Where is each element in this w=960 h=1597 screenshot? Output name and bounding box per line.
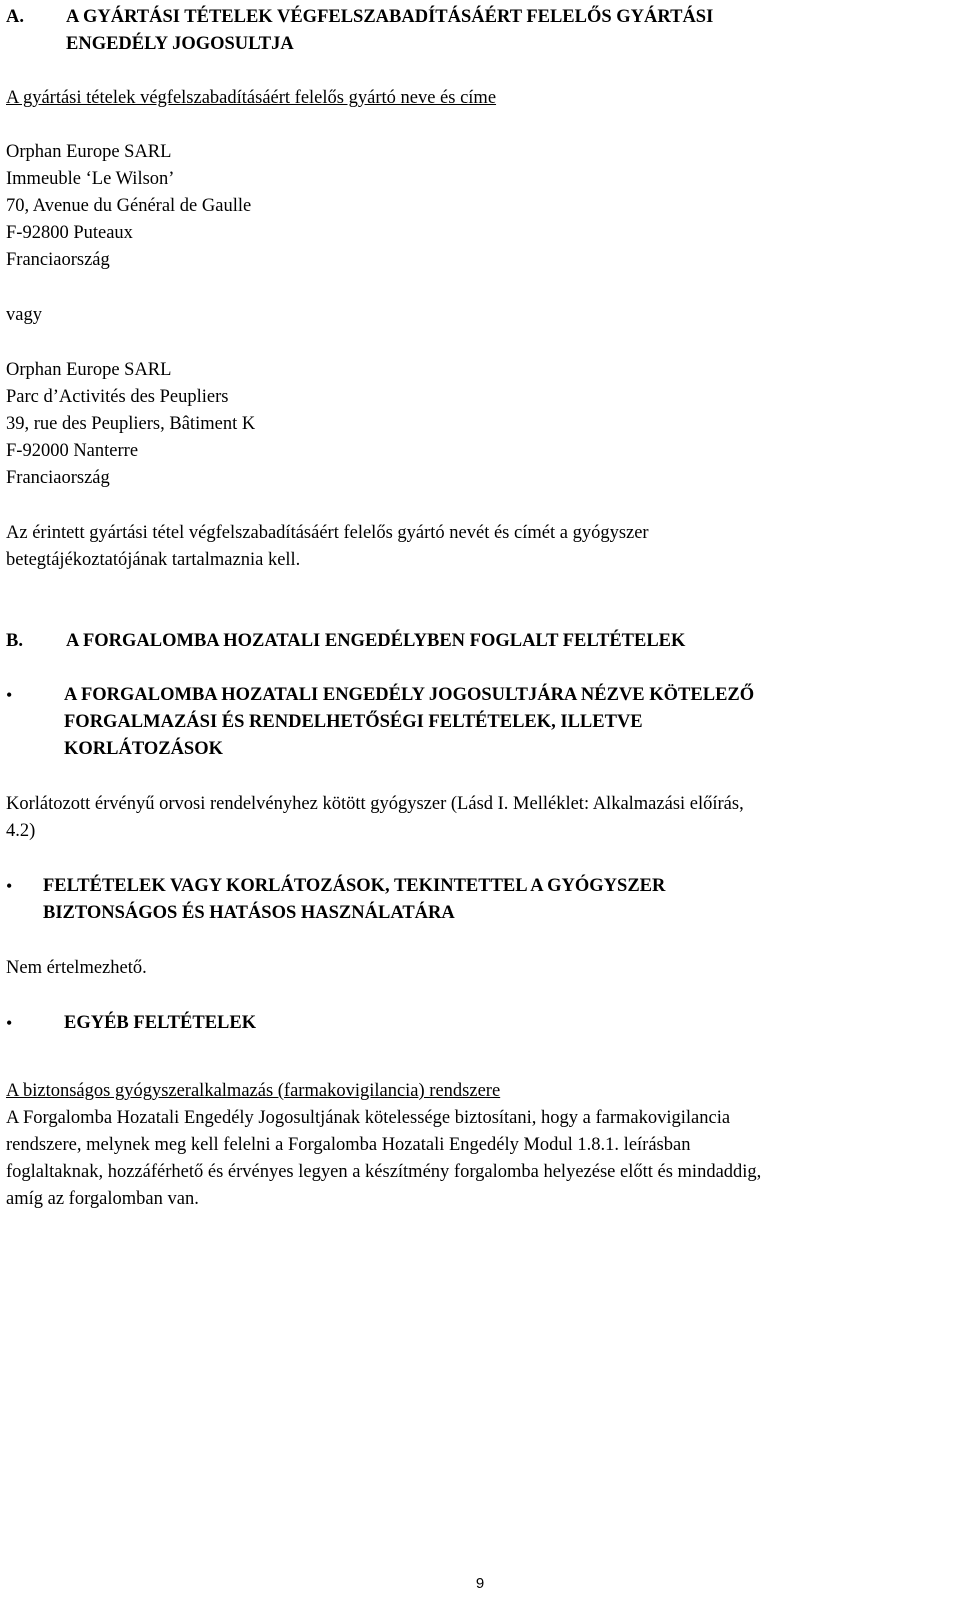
address-line: F-92800 Puteaux bbox=[6, 223, 133, 243]
bullet-heading-line: FELTÉTELEK VAGY KORLÁTOZÁSOK, TEKINTETTEL A GYÓGYSZER bbox=[43, 876, 666, 896]
address-line: 39, rue des Peupliers, Bâtiment K bbox=[6, 414, 256, 434]
bullet-heading bbox=[43, 873, 943, 927]
bullet-icon: • bbox=[6, 685, 13, 705]
prescription-text bbox=[6, 791, 956, 845]
address-line: Franciaország bbox=[6, 250, 110, 270]
text-line: rendszere, melynek meg kell felelni a Forgalomba Hozatali Engedély Modul 1.8.1. leírásban bbox=[6, 1135, 691, 1155]
pharmacovigilance-text bbox=[6, 1105, 956, 1213]
address-line: F-92000 Nanterre bbox=[6, 441, 139, 461]
section-b-label: B. bbox=[6, 631, 23, 651]
bullet-heading: EGYÉB FELTÉTELEK bbox=[64, 1013, 257, 1033]
not-applicable-text: Nem értelmezhető. bbox=[6, 958, 147, 978]
bullet-icon: • bbox=[6, 876, 13, 896]
address-line: Parc d’Activités des Peupliers bbox=[6, 387, 229, 407]
bullet-heading-line: A FORGALOMBA HOZATALI ENGEDÉLY JOGOSULTJÁRA NÉZVE KÖTELEZŐ bbox=[64, 685, 755, 705]
section-a-title-line: ENGEDÉLY JOGOSULTJA bbox=[66, 34, 294, 54]
text-line: foglaltaknak, hozzáférhető és érvényes legyen a készítmény forgalomba helyezése előtt és mindaddig, bbox=[6, 1162, 762, 1182]
section-b-title: A FORGALOMBA HOZATALI ENGEDÉLYBEN FOGLALT FELTÉTELEK bbox=[66, 631, 686, 651]
note-line: betegtájékoztatójának tartalmaznia kell. bbox=[6, 550, 301, 570]
page-number: 9 bbox=[475, 1575, 485, 1592]
pharmacovigilance-heading: A biztonságos gyógyszeralkalmazás (farmakovigilancia) rendszere bbox=[6, 1081, 501, 1101]
bullet-heading bbox=[64, 682, 944, 763]
text-line: A Forgalomba Hozatali Engedély Jogosultjának kötelessége biztosítani, hogy a farmakovigilancia bbox=[6, 1108, 731, 1128]
manufacturer-subheading: A gyártási tételek végfelszabadításáért felelős gyártó neve és címe bbox=[6, 88, 497, 108]
text-line: 4.2) bbox=[6, 821, 36, 841]
address-block-2 bbox=[6, 357, 956, 492]
bullet-heading-line: KORLÁTOZÁSOK bbox=[64, 739, 224, 759]
bullet-icon: • bbox=[6, 1013, 13, 1033]
address-line: Immeuble ‘Le Wilson’ bbox=[6, 169, 175, 189]
section-a-label: A. bbox=[6, 7, 24, 27]
section-a-title bbox=[66, 4, 946, 58]
address-block-1 bbox=[6, 139, 956, 274]
leaflet-note bbox=[6, 520, 956, 574]
section-a-title-line: A GYÁRTÁSI TÉTELEK VÉGFELSZABADÍTÁSÁÉRT FELELŐS GYÁRTÁSI bbox=[66, 7, 714, 27]
bullet-heading-line: FORGALMAZÁSI ÉS RENDELHETŐSÉGI FELTÉTELEK, ILLETVE bbox=[64, 712, 643, 732]
address-line: Orphan Europe SARL bbox=[6, 142, 172, 162]
text-line: Korlátozott érvényű orvosi rendelvényhez kötött gyógyszer (Lásd I. Melléklet: Alkalmazási előírás, bbox=[6, 794, 744, 814]
text-line: amíg az forgalomban van. bbox=[6, 1189, 199, 1209]
address-line: 70, Avenue du Général de Gaulle bbox=[6, 196, 252, 216]
note-line: Az érintett gyártási tétel végfelszabadításáért felelős gyártó nevét és címét a gyógyszer bbox=[6, 523, 649, 543]
bullet-heading-line: BIZTONSÁGOS ÉS HATÁSOS HASZNÁLATÁRA bbox=[43, 903, 455, 923]
address-line: Orphan Europe SARL bbox=[6, 360, 172, 380]
or-text: vagy bbox=[6, 305, 42, 325]
address-line: Franciaország bbox=[6, 468, 110, 488]
